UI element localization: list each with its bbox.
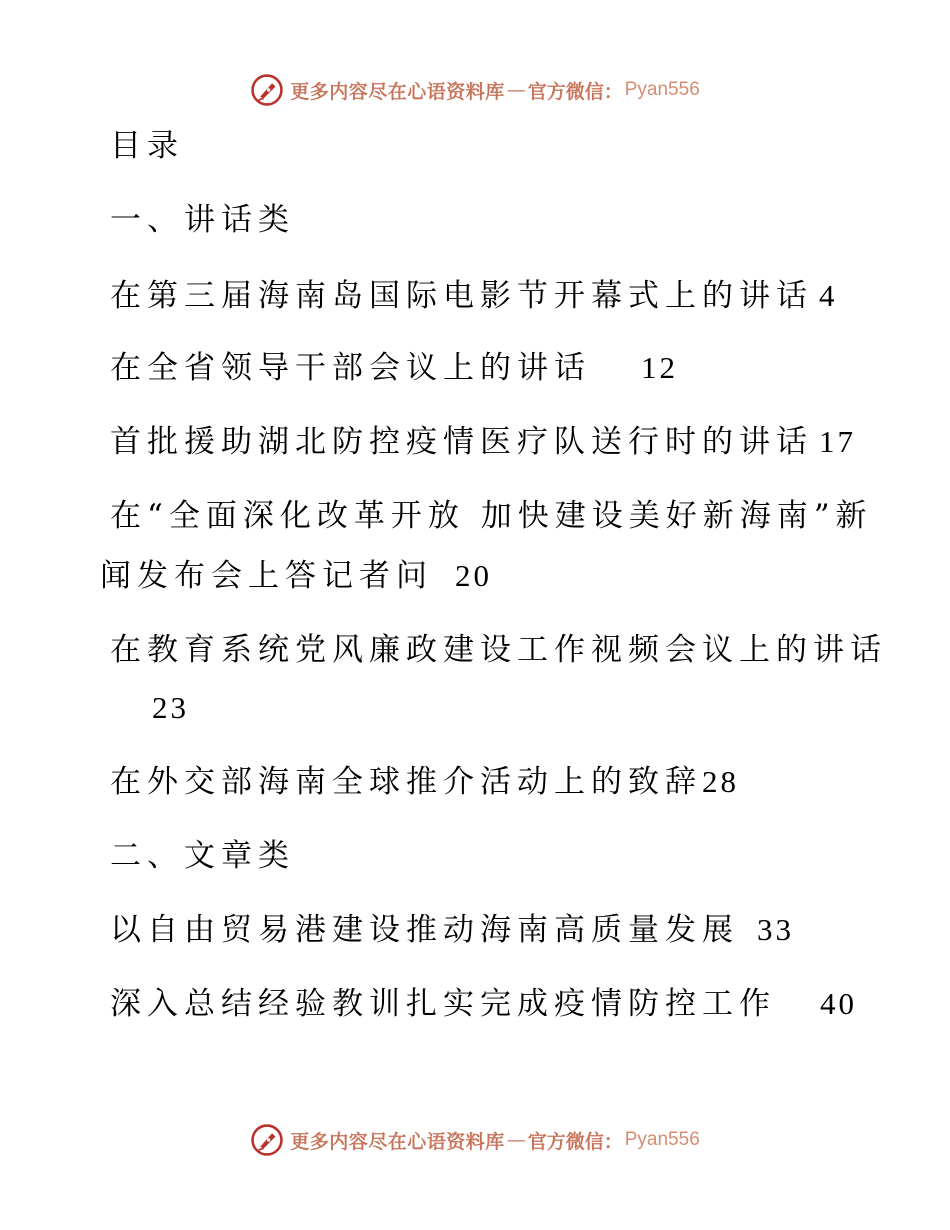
- banner-dash: —: [506, 1129, 526, 1151]
- toc-item-title: 在外交部海南全球推介活动上的致辞: [110, 764, 702, 800]
- toc-item-page: 17: [819, 424, 856, 459]
- toc-item: [110, 276, 838, 316]
- banner-wechat-label: 官方微信：: [527, 1130, 623, 1153]
- toc-item-page: 33: [757, 912, 794, 947]
- toc-item-page: 4: [819, 278, 838, 313]
- toc-item-line1: 在“全面深化改革开放 加快建设美好新海南”新: [110, 498, 873, 534]
- banner-wechat-id: Pyan556: [624, 79, 700, 100]
- toc-item-page: 12: [641, 350, 678, 385]
- toc-item: [110, 422, 856, 462]
- banner-main-text: 更多内容尽在心语资料库: [290, 1130, 505, 1153]
- toc-item-title: 闻发布会上答记者问: [100, 558, 433, 594]
- toc-item-title: 在第三届海南岛国际电影节开幕式上的讲话: [110, 278, 813, 314]
- toc-item-title: 以自由贸易港建设推动海南高质量发展: [110, 912, 739, 948]
- toc-item-title: 深入总结经验教训扎实完成疫情防控工作: [110, 986, 776, 1022]
- toc-item-title: 首批援助湖北防控疫情医疗队送行时的讲话: [110, 424, 813, 460]
- toc-item: [110, 348, 678, 388]
- toc-item-page: 28: [702, 764, 739, 799]
- banner-main-text: 更多内容尽在心语资料库: [290, 80, 505, 103]
- toc-section-speeches: 一、讲话类: [110, 202, 295, 238]
- toc-item-page: 23: [152, 690, 189, 725]
- footer-banner: [0, 1120, 950, 1160]
- toc-item-page: 20: [455, 558, 492, 593]
- toc-item-title: 在教育系统党风廉政建设工作视频会议上的讲话: [110, 632, 887, 668]
- toc-section-articles: 二、文章类: [110, 838, 295, 874]
- footer-banner-text: [290, 1127, 700, 1154]
- banner-wechat-label: 官方微信：: [527, 80, 623, 103]
- toc-item-line2: [100, 556, 492, 596]
- banner-wechat-id: Pyan556: [624, 1129, 700, 1150]
- footer-banner-content: [250, 1123, 700, 1157]
- toc-item: [110, 984, 857, 1024]
- toc-item: [110, 762, 739, 802]
- banner-dash: —: [506, 79, 526, 101]
- pen-nib-logo-icon: [250, 1123, 284, 1157]
- toc-item: [110, 910, 794, 950]
- toc-item-title: 在全省领导干部会议上的讲话: [110, 350, 591, 386]
- toc-title: 目录: [110, 128, 184, 164]
- toc-item-page: 40: [820, 986, 857, 1021]
